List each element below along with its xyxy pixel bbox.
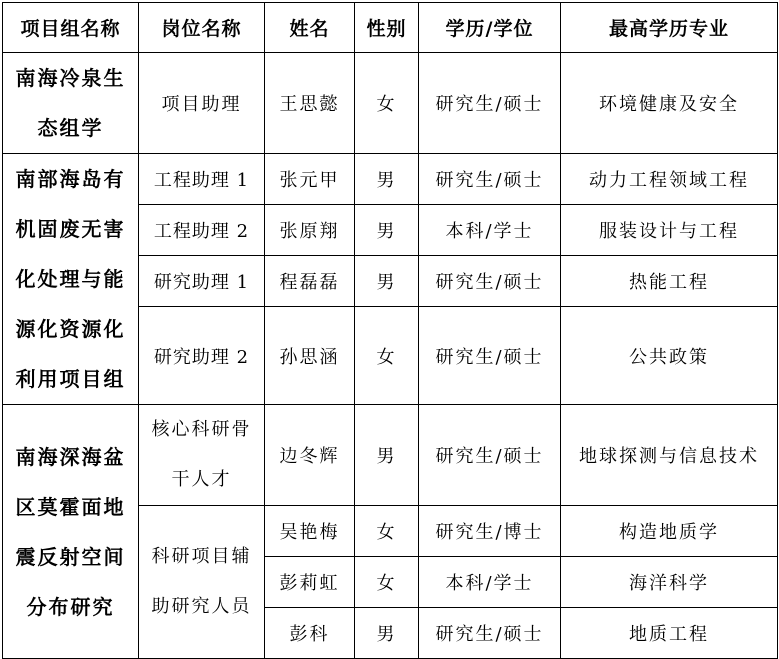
table-row <box>3 53 778 154</box>
name-cell: 彭科 <box>265 608 355 659</box>
header-project-group: 项目组名称 <box>3 3 139 53</box>
degree-cell: 本科/学士 <box>419 557 561 608</box>
gender-cell: 女 <box>355 557 419 608</box>
header-name: 姓名 <box>265 3 355 53</box>
name-cell: 孙思涵 <box>265 307 355 405</box>
group-name-cell: 南海冷泉生态组学 <box>3 53 139 154</box>
position-cell: 研究助理 2 <box>139 307 265 405</box>
gender-cell: 男 <box>355 154 419 205</box>
position-cell: 科研项目辅助研究人员 <box>139 506 265 659</box>
gender-cell: 女 <box>355 506 419 557</box>
name-cell: 边冬辉 <box>265 405 355 506</box>
gender-cell: 男 <box>355 405 419 506</box>
position-cell: 项目助理 <box>139 53 265 154</box>
name-cell: 吴艳梅 <box>265 506 355 557</box>
table-row <box>3 154 778 205</box>
degree-cell: 研究生/硕士 <box>419 256 561 307</box>
major-cell: 服装设计与工程 <box>561 205 778 256</box>
group-name-cell: 南海深海盆区莫霍面地震反射空间分布研究 <box>3 405 139 659</box>
position-cell: 核心科研骨干人才 <box>139 405 265 506</box>
degree-cell: 研究生/硕士 <box>419 608 561 659</box>
name-cell: 张原翔 <box>265 205 355 256</box>
major-cell: 地球探测与信息技术 <box>561 405 778 506</box>
gender-cell: 男 <box>355 205 419 256</box>
header-row <box>3 3 778 53</box>
degree-cell: 研究生/硕士 <box>419 154 561 205</box>
group-name-cell: 南部海岛有机固废无害化处理与能源化资源化利用项目组 <box>3 154 139 405</box>
name-cell: 彭莉虹 <box>265 557 355 608</box>
header-major: 最高学历专业 <box>561 3 778 53</box>
degree-cell: 研究生/硕士 <box>419 307 561 405</box>
degree-cell: 研究生/硕士 <box>419 53 561 154</box>
position-cell: 工程助理 1 <box>139 154 265 205</box>
gender-cell: 女 <box>355 307 419 405</box>
gender-cell: 男 <box>355 608 419 659</box>
name-cell: 程磊磊 <box>265 256 355 307</box>
gender-cell: 女 <box>355 53 419 154</box>
header-degree: 学历/学位 <box>419 3 561 53</box>
name-cell: 张元甲 <box>265 154 355 205</box>
major-cell: 环境健康及安全 <box>561 53 778 154</box>
degree-cell: 本科/学士 <box>419 205 561 256</box>
position-cell: 工程助理 2 <box>139 205 265 256</box>
staff-table <box>2 2 778 659</box>
major-cell: 海洋科学 <box>561 557 778 608</box>
gender-cell: 男 <box>355 256 419 307</box>
position-cell: 研究助理 1 <box>139 256 265 307</box>
major-cell: 动力工程领域工程 <box>561 154 778 205</box>
table-row <box>3 405 778 506</box>
header-gender: 性别 <box>355 3 419 53</box>
major-cell: 地质工程 <box>561 608 778 659</box>
degree-cell: 研究生/博士 <box>419 506 561 557</box>
major-cell: 构造地质学 <box>561 506 778 557</box>
major-cell: 公共政策 <box>561 307 778 405</box>
name-cell: 王思懿 <box>265 53 355 154</box>
header-position: 岗位名称 <box>139 3 265 53</box>
major-cell: 热能工程 <box>561 256 778 307</box>
degree-cell: 研究生/硕士 <box>419 405 561 506</box>
